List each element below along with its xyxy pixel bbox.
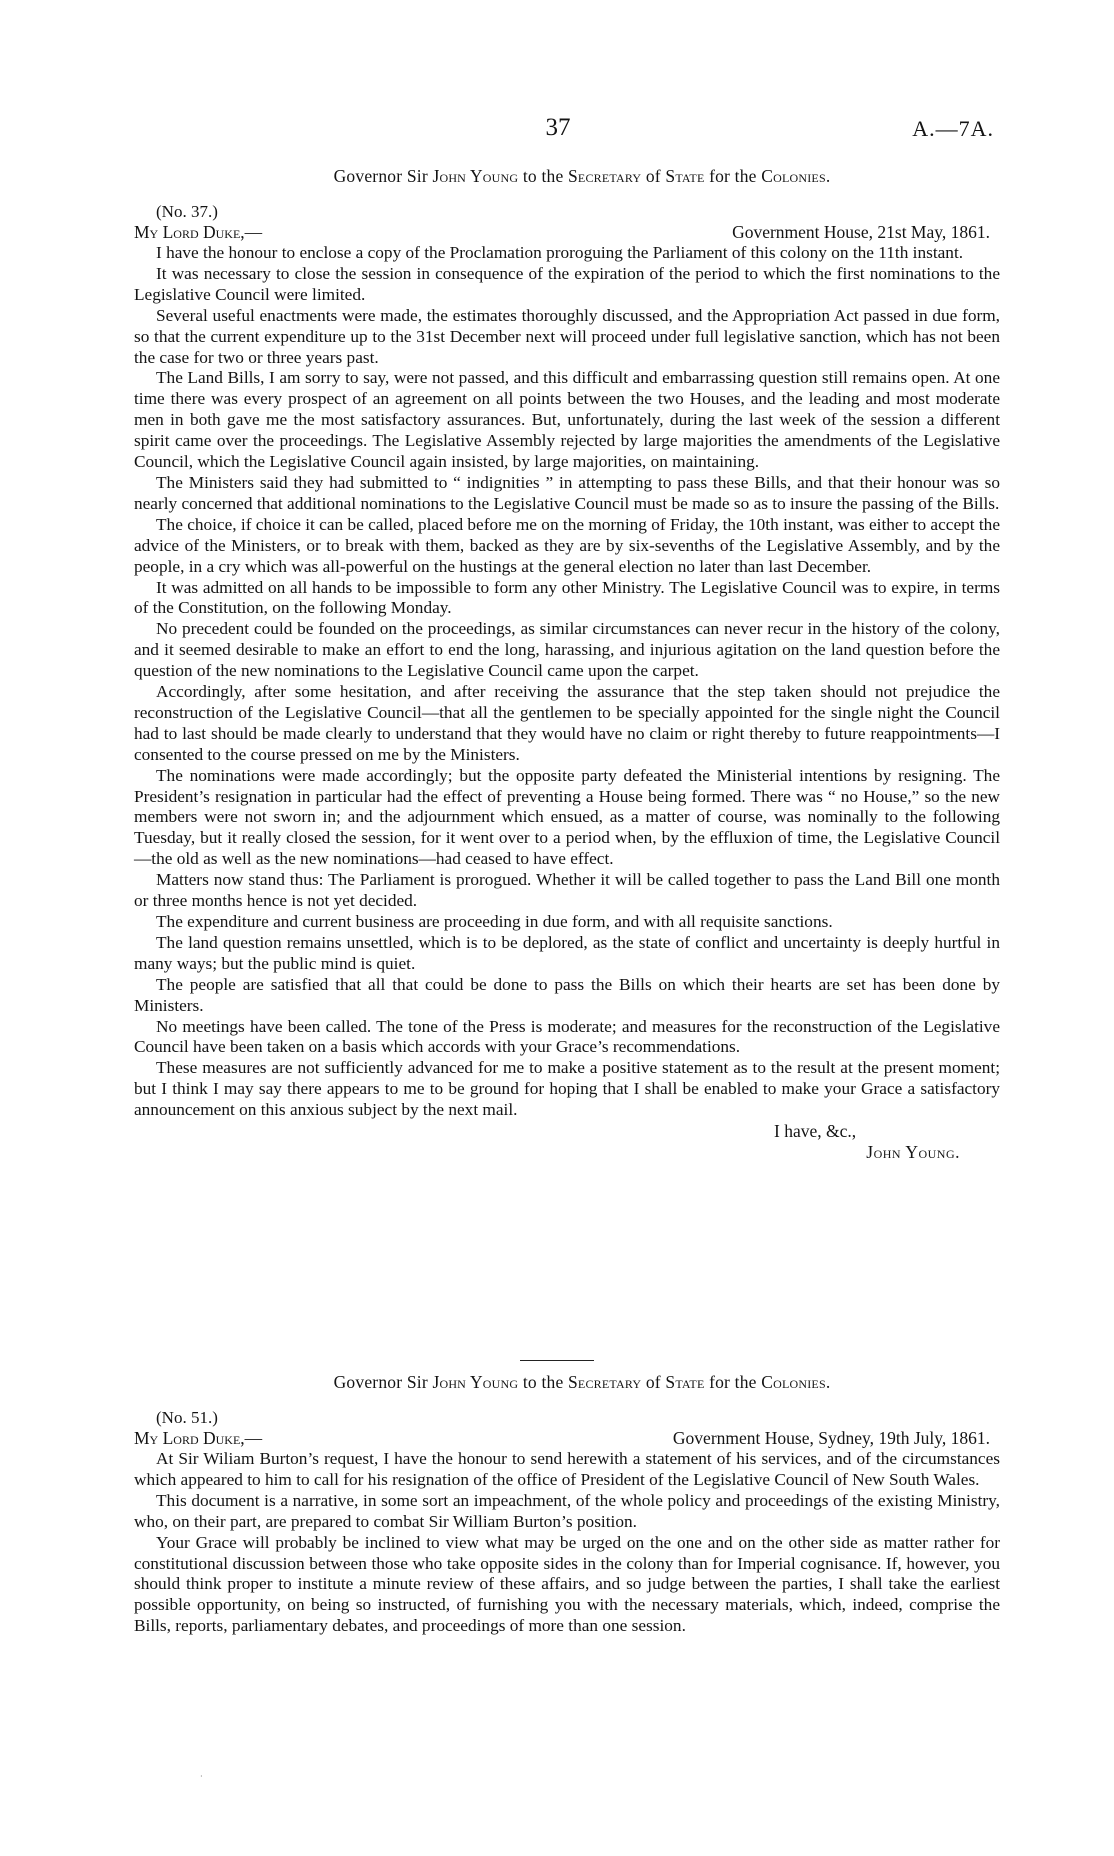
paragraph: I have the honour to enclose a copy of the Proclamation proroguing the Parliament of this colony on the 11th instant. — [156, 243, 964, 262]
paragraph: The people are satisfied that all that could be done to pass the Bills on which their hearts are set has been done by Ministers. — [134, 974, 1000, 1015]
paragraph: Several useful enactments were made, the estimates thoroughly discussed, and the Appropriation Act passed in due form, so that the current expenditure up to the 31st December next will proceed under full legislative sanction, which has not been the case for two or three years past. — [134, 305, 1000, 367]
paragraph: At Sir Wiliam Burton’s request, I have the honour to send herewith a statement of his services, and of the circumstances which appeared to him to call for his resignation of the office of President of the Legislative Council of New South Wales. — [134, 1449, 1000, 1489]
letter-number: (No. 37.) — [156, 202, 218, 221]
document-reference: A.—7A. — [912, 116, 994, 141]
salutation: My Lord Duke,— — [134, 222, 263, 242]
page-number: 37 — [545, 114, 571, 141]
paragraph: The expenditure and current business are proceeding in due form, and with all requisite sanctions. — [156, 912, 833, 931]
paragraph: The land question remains unsettled, which is to be deplored, as the state of conflict and uncertainty is deeply hurtful in many ways; but the public mind is quiet. — [134, 932, 1000, 973]
paragraph: These measures are not sufficiently advanced for me to make a positive statement as to the result at the present moment; but I think I may say there appears to me to be ground for hoping that I shall be enabled to make your Grace a satisfactory announcement on this anxious subject by the next mail. — [134, 1058, 1000, 1120]
place-date: Government House, Sydney, 19th July, 1861. — [672, 1428, 990, 1448]
salutation-row — [134, 1428, 1000, 1449]
stray-mark: · — [200, 1772, 203, 1781]
paragraph: No meetings have been called. The tone of the Press is moderate; and measures for the reconstruction of the Legislative Council have been taken on a basis which accords with your Grace’s recommendations. — [134, 1016, 1000, 1057]
salutation-row — [134, 222, 1000, 243]
letter-no-51 — [134, 1372, 1000, 1637]
closing: I have, &c., — [774, 1121, 857, 1142]
paragraph: The Land Bills, I am sorry to say, were not passed, and this difficult and embarrassing question still remains open. At one time there was every prospect of an agreement on all points between the two Houses, and the leading and most moderate men in both gave me the most satisfactory assurances. But, unfortunately, during the last week of the session a different spirit came over the proceedings. The Legislative Assembly rejected by large majorities the amendments of the Legislative Council, which the Legislative Council again insisted, by large majorities, on maintaining. — [134, 368, 1000, 472]
letter-heading: Governor Sir John Young to the Secretary of State for the Colonies. — [333, 166, 831, 186]
salutation: My Lord Duke,— — [134, 1428, 263, 1448]
paragraph: The nominations were made accordingly; but the opposite party defeated the Ministerial intentions by resigning. The President’s resignation in particular had the effect of preventing a House being formed. There was “ no House,” so the new members were not sworn in; and the adjournment which ensued, as a matter of course, was nominally to the following Tuesday, but it really closed the session, for it went over to a period when, by the effluxion of time, the Legislative Council—the old as well as the new nominations—had ceased to have effect. — [134, 765, 1000, 869]
signature: John Young. — [866, 1142, 960, 1163]
paragraph: No precedent could be founded on the proceedings, as similar circumstances can never recur in the history of the colony, and it seemed desirable to make an effort to end the long, harassing, and injurious agitation on the land question before the question of the new nominations to the Legislative Council came upon the carpet. — [134, 619, 1000, 681]
paragraph: It was admitted on all hands to be impossible to form any other Ministry. The Legislative Council was to expire, in terms of the Constitution, on the following Monday. — [134, 577, 1000, 618]
place-date: Government House, 21st May, 1861. — [732, 222, 990, 242]
closing-block — [134, 1121, 1000, 1163]
paragraph: Your Grace will probably be inclined to view what may be urged on the one and on the other side as matter rather for constitutional discussion between those who take opposite sides in the colony than for Imperial cognisance. If, however, you should think proper to institute a minute review of these affairs, and so judge between the parties, I shall take the earliest possible opportunity, on being so instructed, of furnishing you with the necessary materials, which, indeed, comprise the Bills, reports, parliamentary debates, and proceedings of more than one session. — [134, 1532, 1000, 1636]
paragraph: Matters now stand thus: The Parliament is prorogued. Whether it will be called together to pass the Land Bill one month or three months hence is not yet decided. — [134, 870, 1000, 911]
letter-no-37 — [134, 166, 1000, 1163]
paragraph: This document is a narrative, in some sort an impeachment, of the whole policy and proceedings of the existing Ministry, who, on their part, are prepared to combat Sir William Burton’s position. — [134, 1490, 1000, 1531]
letter-heading: Governor Sir John Young to the Secretary of State for the Colonies. — [333, 1372, 831, 1392]
paragraph: It was necessary to close the session in consequence of the expiration of the period to which the first nominations to the Legislative Council were limited. — [134, 263, 1000, 304]
paragraph: The choice, if choice it can be called, placed before me on the morning of Friday, the 10th instant, was either to accept the advice of the Ministers, or to break with them, backed as they are by six-sevenths of the Legislative Assembly, and by the people, in a cry which was all-powerful on the hustings at the general election no later than last December. — [134, 514, 1000, 576]
paragraph: Accordingly, after some hesitation, and after receiving the assurance that the step taken should not prejudice the reconstruction of the Legislative Council—that all the gentlemen to be specially appointed for the single night the Council had to last should be made clearly to understand that they would have no claim or right thereby to future reappointments—I consented to the course pressed on me by the Ministers. — [134, 682, 1000, 764]
section-divider — [520, 1360, 594, 1361]
paragraph: The Ministers said they had submitted to “ indignities ” in attempting to pass these Bills, and that their honour was so nearly concerned that additional nominations to the Legislative Council must be made so as to insure the passing of the Bills. — [134, 472, 1000, 513]
letter-number: (No. 51.) — [156, 1408, 218, 1427]
